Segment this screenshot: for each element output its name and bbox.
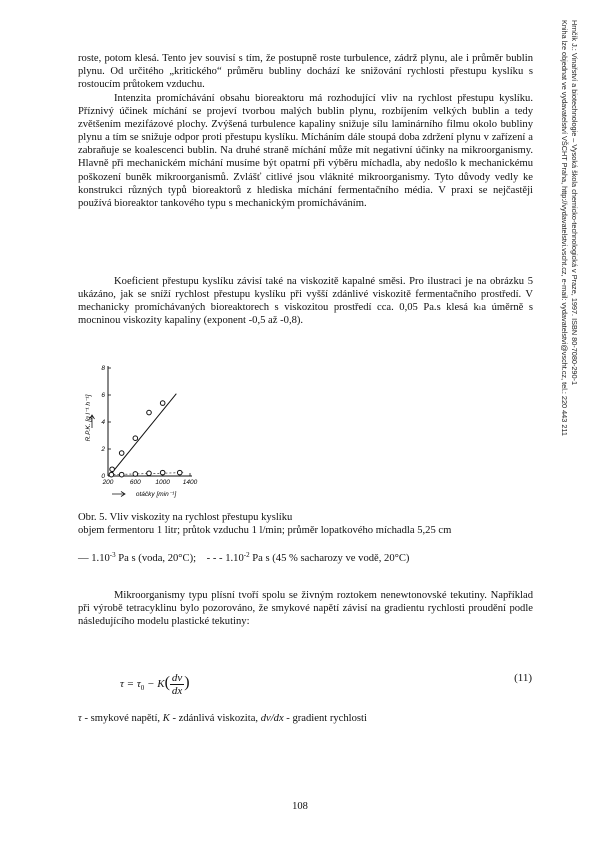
- data-point-sucrose: [133, 472, 138, 477]
- data-point-sucrose: [147, 471, 152, 476]
- equation-lhs: τ = τ: [120, 678, 141, 691]
- def-tau-text: - smykové napětí,: [81, 713, 163, 724]
- data-point-water: [110, 467, 115, 472]
- x-tick-label: 1400: [182, 479, 198, 486]
- y-tick-label: 2: [101, 446, 105, 454]
- paragraph-3: Koeficient přestupu kyslíku závisí také na viskozitě kapalné směsi. Pro ilustraci je na obrázku 5 ukázáno, jak se sníží rychlost přestupu kyslíku při vyšší zdánlivé viskozitě fermentačního prostředí. V mechanicky promíchávaných bioreaktorech s viskozitou prostředí cca. 0,05 Pa.s klesá kₗa úměrně s mocninou viskozity kapaliny (exponent -0,5 až -0,8).: [78, 276, 533, 327]
- equation-sub: 0: [140, 684, 145, 693]
- paragraph-4: Mikroorganismy typu plísní tvoří spolu se živným roztokem nenewtonovské tekutiny. Například při výrobě tetracyklinu bylo pozorováno, že smykové napětí závisí na gradientu rychlosti proudění podle následujícího modelu plastické tekutiny:: [78, 590, 533, 628]
- equation-mid: − K: [144, 678, 165, 691]
- equation-fraction: [170, 672, 184, 697]
- def-tau: τ: [78, 713, 82, 724]
- data-point-sucrose: [119, 472, 124, 477]
- data-point-sucrose: [109, 472, 114, 477]
- equation-numerator: dv: [171, 672, 183, 684]
- equation-denominator: dx: [171, 685, 183, 697]
- paragraph-1: roste, potom klesá. Tento jev souvisí s tím, že postupně roste turbulence, zádrž plynu, ale i průměr bublin plynu. Od určitého „kritického“ průměru bubliny dochází ke snižování rychlosti přestupu kyslíku s rostoucím průtokem vzduchu.: [78, 53, 533, 91]
- legend-solid-rest: Pa s (voda, 20°C);: [115, 553, 197, 564]
- def-k-text: - zdánlivá viskozita,: [169, 713, 261, 724]
- figure-caption-title: Obr. 5. Vliv viskozity na rychlost přestupu kyslíku: [78, 512, 293, 523]
- y-tick-label: 0: [101, 473, 105, 481]
- side-copyright-note: [533, 20, 579, 580]
- legend-dashed-exp: -2: [243, 551, 250, 559]
- equation-body: $\tau = \tau_0 - K$( $\frac{dv}{dx}$ ): [120, 672, 190, 697]
- x-tick-label: 600: [129, 479, 141, 486]
- x-axis-label: otáčky [min⁻¹]: [135, 491, 177, 498]
- data-point-water: [119, 451, 124, 456]
- viscosity-chart: [78, 358, 203, 503]
- def-k: K: [162, 713, 170, 724]
- data-point-sucrose: [177, 470, 182, 475]
- y-axis-label: R.P.K. [g l⁻¹ h⁻¹]: [85, 394, 92, 442]
- y-tick-label: 6: [101, 392, 105, 400]
- side-note-line2: Kniha lze objednat ve vydavatelství VŠCHT Praha, http://vydavatelstvi.vscht.cz, e-mail: vydavatelstvi@vscht.cz, tel.: 220 443 211: [560, 20, 569, 436]
- x-tick-label: 200: [102, 479, 114, 486]
- data-point-water: [147, 410, 152, 415]
- def-grad: dv/dx: [260, 713, 284, 724]
- y-tick-label: 4: [101, 419, 105, 427]
- legend-solid-exp: -3: [109, 551, 116, 559]
- equation-11: [120, 660, 540, 700]
- data-point-water: [133, 436, 138, 441]
- y-tick-label: 8: [101, 365, 105, 373]
- chart-marks: [109, 394, 183, 477]
- data-point-water: [160, 401, 165, 406]
- page-number: 108: [292, 801, 308, 812]
- paragraph-2: Intenzita promíchávání obsahu bioreaktoru má rozhodující vliv na rychlost přestupu kyslíku. Příznivý účinek míchání se projeví tvorbou malých bublin plynu, rozbíjením velkých bublin a tedy zvětšením mezifázové plochy. Zvýšená turbulence kapaliny snižuje sílu laminárního filmu okolo bubliny plynu a tím se snižuje odpor proti přestupu kyslíku. Mícháním dále stoupá doba zdržení plynu v zařízení a zabraňuje se koalescenci bublin. Na druhé straně míchání může mít negativní účinky na mikroorganismy. Hlavně při mechanickém míchání musíme být opatrní při výběru míchadla, aby nedošlo k mechanickému poškození buněk mikroorganismů. Zvlášť citlivé jsou vláknité mikroorganismy. Tyto důvody vedly ke konstrukci různých typů bioreaktorů z hlediska míchání fermentačního média. V praxi se nejčastěji používá bioreaktor tankového typu s mechanickým promícháváním.: [78, 93, 533, 209]
- figure-caption-conditions: objem fermentoru 1 litr; průtok vzduchu 1 l/min; průměr lopatkového míchadla 5,25 cm: [78, 525, 452, 536]
- chart-axes: [90, 365, 198, 496]
- x-tick-label: 1000: [155, 479, 170, 486]
- legend-dashed-rest: Pa s (45 % sacharozy ve vodě, 20°C): [249, 553, 410, 564]
- legend-solid: — 1.10: [78, 553, 110, 564]
- data-point-sucrose: [160, 470, 165, 475]
- figure-caption-legend: [78, 552, 533, 565]
- side-note-line1: Hrnčík J.: Vinařství a biotechnologie – Vysoká škola chemicko-technologická v Praze, 1997. ISBN 80-7080-290-1: [570, 20, 579, 386]
- symbol-definitions: [78, 712, 533, 725]
- fit-line: [109, 394, 176, 476]
- x-axis-arrow: [112, 492, 125, 497]
- def-grad-text: - gradient rychlosti: [283, 713, 367, 724]
- legend-dashed: - - - 1.10: [206, 553, 244, 564]
- equation-number: (11): [514, 672, 532, 684]
